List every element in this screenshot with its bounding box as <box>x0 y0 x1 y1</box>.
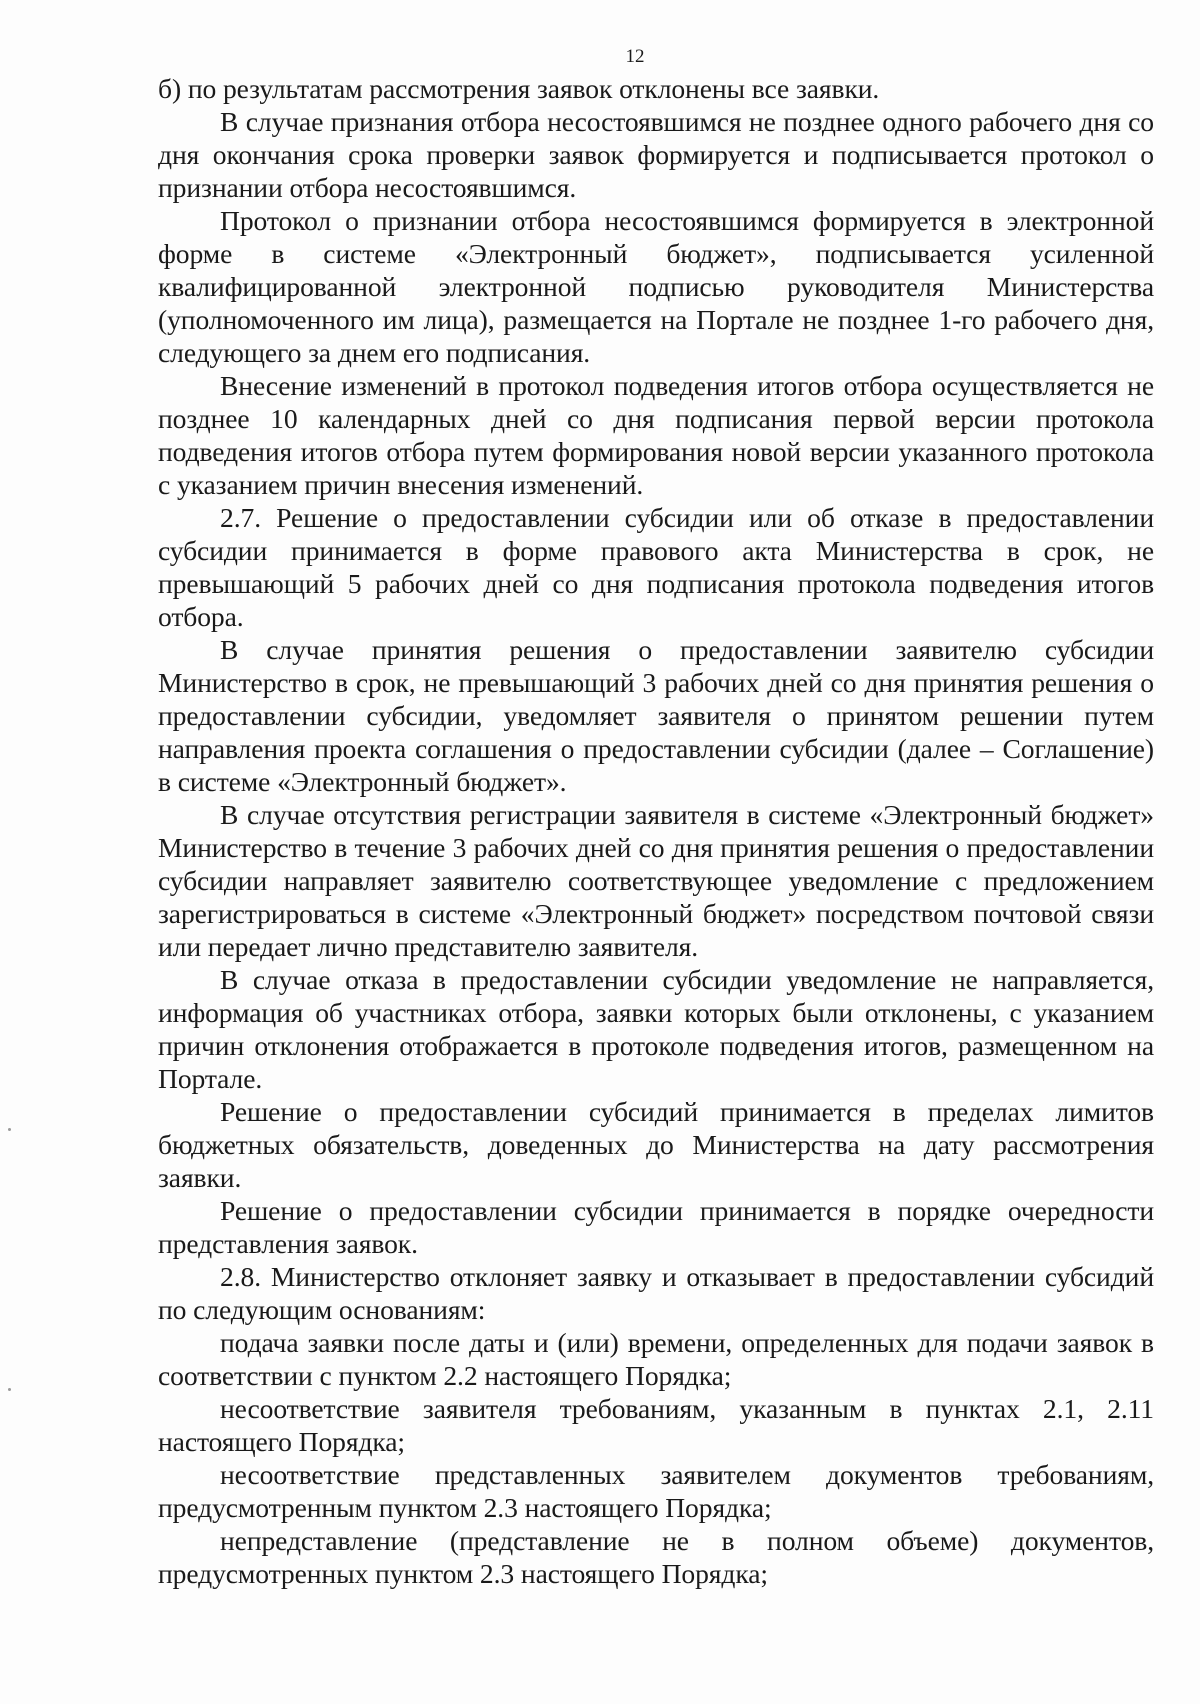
paragraph-6: В случае принятия решения о предоставлении заявителю субсидии Министерство в срок, не превышающий 3 рабочих дней со дня принятия решения о предоставлении субсидии, уведомляет заявителя о принятом решении путем направления проекта соглашения о предоставлении субсидии (далее – Соглашение) в системе «Электронный бюджет». <box>158 634 1154 797</box>
page-number: 12 <box>625 46 645 67</box>
paragraph-10: Решение о предоставлении субсидии принимается в порядке очередности представления заявок. <box>158 1195 1154 1259</box>
scan-speck <box>8 1128 11 1131</box>
paragraph-5-section-2-7: 2.7. Решение о предоставлении субсидии или об отказе в предоставлении субсидии принимается в форме правового акта Министерства в срок, не превышающий 5 рабочих дней со дня подписания протокола подведения итогов отбора. <box>158 502 1154 632</box>
list-item-2: несоответствие заявителя требованиям, указанным в пунктах 2.1, 2.11 настоящего Порядка; <box>158 1393 1154 1457</box>
list-item-3: несоответствие представленных заявителем документов требованиям, предусмотренным пунктом 2.3 настоящего Порядка; <box>158 1459 1154 1523</box>
paragraph-8: В случае отказа в предоставлении субсидии уведомление не направляется, информация об участниках отбора, заявки которых были отклонены, с указанием причин отклонения отображается в протоколе подведения итогов, размещенном на Портале. <box>158 964 1154 1094</box>
paragraph-3: Протокол о признании отбора несостоявшимся формируется в электронной форме в системе «Электронный бюджет», подписывается усиленной квалифицированной электронной подписью руководителя Министерства (уполномоченного им лица), размещается на Портале не позднее 1-го рабочего дня, следующего за днем его подписания. <box>158 205 1154 368</box>
paragraph-11-section-2-8: 2.8. Министерство отклоняет заявку и отказывает в предоставлении субсидий по следующим основаниям: <box>158 1261 1154 1325</box>
scan-speck <box>8 1388 11 1391</box>
list-item-1: подача заявки после даты и (или) времени, определенных для подачи заявок в соответствии с пунктом 2.2 настоящего Порядка; <box>158 1327 1154 1391</box>
paragraph-7: В случае отсутствия регистрации заявителя в системе «Электронный бюджет» Министерство в течение 3 рабочих дней со дня принятия решения о предоставлении субсидии направляет заявителю соответствующее уведомление с предложением зарегистрироваться в системе «Электронный бюджет» посредством почтовой связи или передает лично представителю заявителя. <box>158 799 1154 962</box>
paragraph-1: б) по результатам рассмотрения заявок отклонены все заявки. <box>158 73 880 104</box>
paragraph-9: Решение о предоставлении субсидий принимается в пределах лимитов бюджетных обязательств, доведенных до Министерства на дату рассмотрения заявки. <box>158 1096 1154 1193</box>
paragraph-4: Внесение изменений в протокол подведения итогов отбора осуществляется не позднее 10 календарных дней со дня подписания первой версии протокола подведения итогов отбора путем формирования новой версии указанного протокола с указанием причин внесения изменений. <box>158 370 1154 500</box>
document-body <box>158 72 1154 1590</box>
list-item-4: непредставление (представление не в полном объеме) документов, предусмотренных пунктом 2.3 настоящего Порядка; <box>158 1525 1154 1589</box>
paragraph-2: В случае признания отбора несостоявшимся не позднее одного рабочего дня со дня окончания срока проверки заявок формируется и подписывается протокол о признании отбора несостоявшимся. <box>158 106 1154 203</box>
